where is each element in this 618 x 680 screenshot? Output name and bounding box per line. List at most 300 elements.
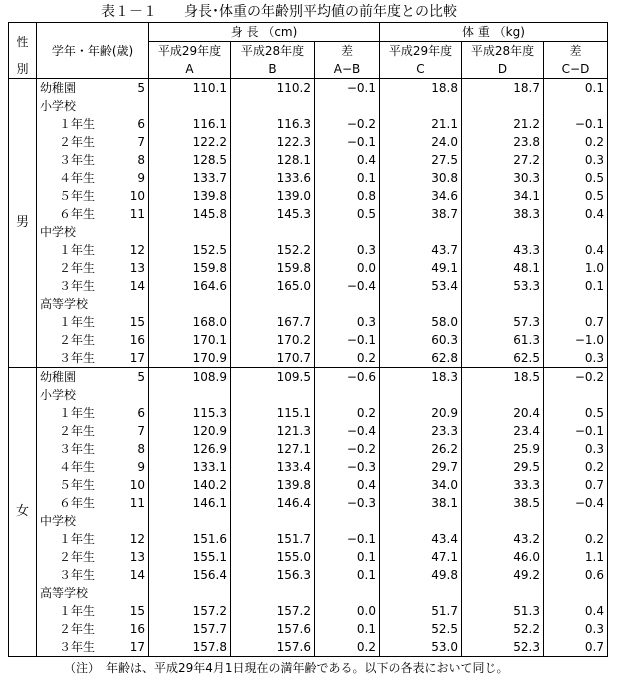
weight-header: 体 重 （kg) bbox=[380, 23, 608, 42]
weight-h29-cell: 62.8 bbox=[380, 349, 462, 368]
height-diff-cell: 0.1 bbox=[315, 566, 380, 584]
height-h29-cell: 139.8 bbox=[149, 187, 231, 205]
weight-diff-cell: 0.3 bbox=[544, 349, 608, 368]
height-h29-cell: 126.9 bbox=[149, 440, 231, 458]
weight-h29-cell: 34.0 bbox=[380, 476, 462, 494]
female-section bbox=[9, 368, 608, 657]
weight-diff-cell: 0.5 bbox=[584, 171, 604, 185]
table-row bbox=[9, 277, 608, 295]
height-h29-cell: 170.9 bbox=[149, 349, 231, 368]
school-level-label: 高等学校 bbox=[40, 586, 89, 600]
height-h28-cell: 155.0 bbox=[231, 548, 315, 566]
col-b-header: B bbox=[231, 60, 315, 79]
weight-diff-cell bbox=[544, 97, 608, 115]
height-h28-cell: 110.2 bbox=[231, 79, 315, 98]
height-h28-cell bbox=[231, 512, 315, 530]
height-h28-cell: 109.5 bbox=[231, 368, 315, 387]
height-h29-cell: 110.1 bbox=[149, 79, 231, 98]
age-cell: 10 bbox=[117, 476, 149, 494]
age-cell: 15 bbox=[117, 602, 149, 620]
school-heading-row bbox=[9, 386, 608, 404]
weight-diff-cell: 0.7 bbox=[584, 640, 604, 654]
weight-diff-cell: 0.5 bbox=[584, 406, 604, 420]
weight-h29-cell: 23.3 bbox=[380, 422, 462, 440]
school-level-label: 高等学校 bbox=[40, 297, 89, 311]
height-h29-cell: 140.2 bbox=[149, 476, 231, 494]
height-h29-cell: 159.8 bbox=[149, 259, 231, 277]
height-h29-cell bbox=[149, 223, 231, 241]
weight-h28-cell: 30.3 bbox=[462, 169, 544, 187]
height-h29-cell: 146.1 bbox=[149, 494, 231, 512]
weight-h28-cell: 52.3 bbox=[462, 638, 544, 657]
age-cell bbox=[117, 584, 149, 602]
table-row bbox=[9, 133, 608, 151]
table-row bbox=[9, 313, 608, 331]
table-row bbox=[9, 422, 608, 440]
weight-h28-cell bbox=[462, 386, 544, 404]
weight-diff-header: 差 bbox=[569, 44, 582, 58]
grade-label: ４年生 bbox=[59, 171, 96, 185]
height-h28-cell bbox=[231, 386, 315, 404]
height-h29-cell: 108.9 bbox=[149, 368, 231, 387]
weight-diff-cell: −0.4 bbox=[574, 496, 604, 510]
school-level-label: 小学校 bbox=[40, 388, 77, 402]
age-cell: 6 bbox=[117, 115, 149, 133]
height-h29-cell: 122.2 bbox=[149, 133, 231, 151]
height-diff-cell: 0.8 bbox=[315, 187, 380, 205]
weight-h28-cell bbox=[462, 584, 544, 602]
height-h29-cell: 155.1 bbox=[149, 548, 231, 566]
grade-label: ４年生 bbox=[59, 460, 96, 474]
height-h28-cell: 145.3 bbox=[231, 205, 315, 223]
weight-h29-cell: 49.8 bbox=[380, 566, 462, 584]
age-cell: 15 bbox=[117, 313, 149, 331]
height-h29-cell: 170.1 bbox=[149, 331, 231, 349]
height-diff-cell: 0.1 bbox=[315, 620, 380, 638]
height-h29-cell: 115.3 bbox=[149, 404, 231, 422]
weight-h28-cell: 61.3 bbox=[462, 331, 544, 349]
weight-h28-cell: 38.5 bbox=[462, 494, 544, 512]
weight-diff-cell bbox=[544, 295, 608, 313]
weight-diff-cell: 0.3 bbox=[584, 153, 604, 167]
weight-diff-cell: 0.1 bbox=[584, 81, 604, 95]
table-row bbox=[9, 115, 608, 133]
height-h29-cell bbox=[149, 97, 231, 115]
height-diff-cell: 0.1 bbox=[315, 169, 380, 187]
age-cell: 12 bbox=[117, 530, 149, 548]
height-h28-cell: 159.8 bbox=[231, 259, 315, 277]
table-title bbox=[0, 2, 618, 22]
weight-h28-cell bbox=[462, 97, 544, 115]
table-row bbox=[9, 331, 608, 349]
height-h28-cell bbox=[231, 584, 315, 602]
grade-label: ５年生 bbox=[59, 478, 96, 492]
height-diff-cell: 0.2 bbox=[315, 404, 380, 422]
age-cell bbox=[117, 97, 149, 115]
school-level-label: 小学校 bbox=[40, 99, 77, 113]
school-heading-row bbox=[9, 295, 608, 313]
height-diff-cell: −0.1 bbox=[315, 331, 380, 349]
height-diff-cell: −0.1 bbox=[315, 79, 380, 98]
grade-label: １年生 bbox=[59, 532, 96, 546]
weight-diff-cell bbox=[544, 512, 608, 530]
h28-header: 平成28年度 bbox=[231, 42, 315, 61]
age-cell: 7 bbox=[117, 133, 149, 151]
weight-h29-cell: 38.1 bbox=[380, 494, 462, 512]
weight-h29-cell: 43.4 bbox=[380, 530, 462, 548]
weight-h28-cell: 27.2 bbox=[462, 151, 544, 169]
table-row bbox=[9, 620, 608, 638]
weight-h28-cell: 23.8 bbox=[462, 133, 544, 151]
height-h28-cell: 152.2 bbox=[231, 241, 315, 259]
height-h29-cell: 145.8 bbox=[149, 205, 231, 223]
weight-h29-cell: 53.0 bbox=[380, 638, 462, 657]
weight-h29-cell: 34.6 bbox=[380, 187, 462, 205]
height-h28-cell bbox=[231, 295, 315, 313]
weight-h28-cell: 43.3 bbox=[462, 241, 544, 259]
weight-h29-cell bbox=[380, 584, 462, 602]
table-row bbox=[9, 494, 608, 512]
school-heading-row bbox=[9, 223, 608, 241]
col-ab-header: A−B bbox=[315, 60, 380, 79]
school-heading-row bbox=[9, 512, 608, 530]
age-cell: 17 bbox=[117, 638, 149, 657]
weight-h29-cell bbox=[380, 223, 462, 241]
height-diff-cell: −0.2 bbox=[315, 115, 380, 133]
height-h28-cell: 139.8 bbox=[231, 476, 315, 494]
weight-h28-cell: 18.7 bbox=[462, 79, 544, 98]
weight-diff-cell: 0.1 bbox=[584, 279, 604, 293]
height-h29-cell: 164.6 bbox=[149, 277, 231, 295]
school-level-label: 中学校 bbox=[40, 514, 77, 528]
grade-label: ２年生 bbox=[59, 550, 96, 564]
weight-diff-cell: 0.4 bbox=[584, 207, 604, 221]
height-h28-cell: 133.6 bbox=[231, 169, 315, 187]
grade-label: １年生 bbox=[59, 315, 96, 329]
weight-h29-cell: 21.1 bbox=[380, 115, 462, 133]
age-cell: 9 bbox=[117, 458, 149, 476]
weight-h29-cell: 18.3 bbox=[380, 368, 462, 387]
weight-h28-cell: 62.5 bbox=[462, 349, 544, 368]
weight-h28-cell: 23.4 bbox=[462, 422, 544, 440]
grade-label: ２年生 bbox=[59, 424, 96, 438]
grade-label: ３年生 bbox=[59, 442, 96, 456]
weight-h29-cell: 49.1 bbox=[380, 259, 462, 277]
weight-h28-cell: 53.3 bbox=[462, 277, 544, 295]
height-h28-cell: 146.4 bbox=[231, 494, 315, 512]
weight-h28-cell: 51.3 bbox=[462, 602, 544, 620]
weight-h29-cell: 26.2 bbox=[380, 440, 462, 458]
age-cell: 9 bbox=[117, 169, 149, 187]
age-cell: 13 bbox=[117, 548, 149, 566]
height-h29-cell bbox=[149, 584, 231, 602]
height-header: 身 長 （cm) bbox=[149, 23, 380, 42]
table-row bbox=[9, 404, 608, 422]
male-section bbox=[9, 79, 608, 368]
col-d-header: D bbox=[462, 60, 544, 79]
grade-label: １年生 bbox=[59, 243, 96, 257]
weight-diff-cell bbox=[544, 223, 608, 241]
table-caption: 身長･体重の年齢別平均値の前年度との比較 bbox=[184, 4, 457, 20]
table-row bbox=[9, 602, 608, 620]
weight-h29-cell bbox=[380, 386, 462, 404]
table-row bbox=[9, 241, 608, 259]
age-cell: 5 bbox=[117, 368, 149, 387]
height-h28-cell: 139.0 bbox=[231, 187, 315, 205]
table-row bbox=[9, 638, 608, 657]
height-h28-cell bbox=[231, 97, 315, 115]
age-cell bbox=[117, 512, 149, 530]
age-cell: 12 bbox=[117, 241, 149, 259]
sex-label: 男 bbox=[9, 79, 37, 368]
height-h28-cell: 115.1 bbox=[231, 404, 315, 422]
weight-h29-cell: 43.7 bbox=[380, 241, 462, 259]
weight-h28-cell: 21.2 bbox=[462, 115, 544, 133]
weight-h29-cell: 53.4 bbox=[380, 277, 462, 295]
header-row-1 bbox=[9, 23, 608, 42]
weight-diff-cell: −0.1 bbox=[574, 117, 604, 131]
weight-diff-cell: 0.7 bbox=[584, 478, 604, 492]
table-row bbox=[9, 530, 608, 548]
height-h28-cell: 121.3 bbox=[231, 422, 315, 440]
height-h29-cell: 157.7 bbox=[149, 620, 231, 638]
height-diff-cell: 0.2 bbox=[315, 349, 380, 368]
height-h29-cell: 156.4 bbox=[149, 566, 231, 584]
weight-h28-cell: 46.0 bbox=[462, 548, 544, 566]
height-h28-cell: 165.0 bbox=[231, 277, 315, 295]
age-cell: 14 bbox=[117, 566, 149, 584]
height-h28-cell: 157.6 bbox=[231, 638, 315, 657]
sex-header-bottom: 別 bbox=[9, 60, 37, 79]
weight-diff-cell: 0.4 bbox=[584, 604, 604, 618]
school-heading-row bbox=[9, 584, 608, 602]
height-diff-cell bbox=[315, 386, 380, 404]
table-row bbox=[9, 349, 608, 368]
weight-diff-cell: 1.0 bbox=[584, 261, 604, 275]
weight-h29-cell: 38.7 bbox=[380, 205, 462, 223]
grade-label: ３年生 bbox=[37, 349, 117, 368]
table-row bbox=[9, 187, 608, 205]
age-cell bbox=[117, 386, 149, 404]
weight-h29-cell: 47.1 bbox=[380, 548, 462, 566]
height-h28-cell: 128.1 bbox=[231, 151, 315, 169]
weight-diff-cell: −0.1 bbox=[574, 424, 604, 438]
table-row bbox=[9, 566, 608, 584]
weight-diff-cell: 0.5 bbox=[584, 189, 604, 203]
weight-diff-cell: 0.4 bbox=[584, 243, 604, 257]
weight-h29-cell: 58.0 bbox=[380, 313, 462, 331]
weight-diff-cell: −1.0 bbox=[574, 333, 604, 347]
height-h29-cell: 157.8 bbox=[149, 638, 231, 657]
height-h28-cell: 122.3 bbox=[231, 133, 315, 151]
grade-label: ５年生 bbox=[59, 189, 96, 203]
height-diff-cell bbox=[315, 295, 380, 313]
height-diff-cell bbox=[315, 97, 380, 115]
height-h28-cell: 133.4 bbox=[231, 458, 315, 476]
grade-label: ６年生 bbox=[59, 496, 96, 510]
grade-label: １年生 bbox=[59, 406, 96, 420]
height-h29-cell bbox=[149, 295, 231, 313]
height-h28-cell: 170.7 bbox=[231, 349, 315, 368]
grade-label: 幼稚園 bbox=[40, 370, 77, 384]
weight-h28-cell: 33.3 bbox=[462, 476, 544, 494]
grade-label: ２年生 bbox=[59, 622, 96, 636]
weight-h28-cell: 29.5 bbox=[462, 458, 544, 476]
weight-h28-cell: 34.1 bbox=[462, 187, 544, 205]
age-cell: 11 bbox=[117, 494, 149, 512]
weight-diff-cell bbox=[544, 584, 608, 602]
grade-label: １年生 bbox=[59, 604, 96, 618]
height-h29-cell bbox=[149, 512, 231, 530]
h29-weight-header: 平成29年度 bbox=[380, 42, 462, 61]
age-cell: 11 bbox=[117, 205, 149, 223]
height-diff-cell: 0.2 bbox=[315, 638, 380, 657]
age-cell bbox=[117, 223, 149, 241]
weight-diff-cell: 0.2 bbox=[584, 532, 604, 546]
age-cell: 17 bbox=[117, 349, 149, 368]
weight-h29-cell: 52.5 bbox=[380, 620, 462, 638]
weight-diff-cell: 1.1 bbox=[584, 550, 604, 564]
table-row bbox=[9, 458, 608, 476]
height-diff-cell: −0.4 bbox=[315, 277, 380, 295]
height-diff-cell: 0.4 bbox=[315, 151, 380, 169]
height-h28-cell: 170.2 bbox=[231, 331, 315, 349]
weight-h29-cell: 20.9 bbox=[380, 404, 462, 422]
height-h28-cell: 151.7 bbox=[231, 530, 315, 548]
school-heading-row bbox=[9, 97, 608, 115]
table-row bbox=[9, 476, 608, 494]
col-c-header: C bbox=[380, 60, 462, 79]
grade-label: ３年生 bbox=[59, 153, 96, 167]
weight-h29-cell: 18.8 bbox=[380, 79, 462, 98]
age-cell: 7 bbox=[117, 422, 149, 440]
weight-h29-cell: 60.3 bbox=[380, 331, 462, 349]
height-h28-cell: 156.3 bbox=[231, 566, 315, 584]
height-diff-cell bbox=[315, 223, 380, 241]
col-cd-header: C−D bbox=[544, 60, 608, 79]
height-diff-cell: −0.3 bbox=[315, 458, 380, 476]
age-cell: 6 bbox=[117, 404, 149, 422]
weight-diff-cell: 0.7 bbox=[584, 315, 604, 329]
height-h29-cell: 168.0 bbox=[149, 313, 231, 331]
weight-diff-cell: 0.3 bbox=[584, 442, 604, 456]
height-diff-cell: −0.3 bbox=[315, 494, 380, 512]
weight-diff-cell: 0.2 bbox=[584, 460, 604, 474]
weight-h29-cell bbox=[380, 295, 462, 313]
weight-h29-cell: 30.8 bbox=[380, 169, 462, 187]
weight-h29-cell bbox=[380, 512, 462, 530]
weight-h28-cell: 38.3 bbox=[462, 205, 544, 223]
table-row bbox=[9, 205, 608, 223]
table-row bbox=[9, 151, 608, 169]
height-h28-cell: 167.7 bbox=[231, 313, 315, 331]
weight-h29-cell: 24.0 bbox=[380, 133, 462, 151]
height-diff-header: 差 bbox=[315, 42, 380, 61]
height-diff-cell: −0.1 bbox=[315, 530, 380, 548]
grade-label: ２年生 bbox=[59, 261, 96, 275]
height-diff-cell bbox=[315, 512, 380, 530]
grade-label: 幼稚園 bbox=[40, 81, 77, 95]
weight-h28-cell: 52.2 bbox=[462, 620, 544, 638]
height-h28-cell: 116.3 bbox=[231, 115, 315, 133]
age-cell: 8 bbox=[117, 151, 149, 169]
weight-h28-cell bbox=[462, 223, 544, 241]
table-row bbox=[9, 169, 608, 187]
table-number: 表１－１ bbox=[101, 4, 157, 20]
height-diff-cell: 0.0 bbox=[315, 602, 380, 620]
height-diff-cell: 0.3 bbox=[315, 241, 380, 259]
grade-label: ２年生 bbox=[59, 135, 96, 149]
age-cell bbox=[117, 295, 149, 313]
height-h29-cell: 120.9 bbox=[149, 422, 231, 440]
age-cell: 13 bbox=[117, 259, 149, 277]
height-diff-cell: 0.3 bbox=[315, 313, 380, 331]
height-diff-cell: 0.4 bbox=[315, 476, 380, 494]
table-row bbox=[9, 259, 608, 277]
height-h28-cell: 157.2 bbox=[231, 602, 315, 620]
weight-h28-cell: 18.5 bbox=[462, 368, 544, 387]
age-cell: 16 bbox=[117, 620, 149, 638]
age-cell: 8 bbox=[117, 440, 149, 458]
age-cell: 5 bbox=[117, 79, 149, 98]
age-cell: 10 bbox=[117, 187, 149, 205]
sex-label: 女 bbox=[9, 368, 37, 657]
weight-h28-cell: 57.3 bbox=[462, 313, 544, 331]
grade-age-header: 学年・年齢(歳) bbox=[37, 23, 149, 79]
sex-header-top: 性 bbox=[9, 23, 37, 61]
grade-label: ３年生 bbox=[59, 279, 96, 293]
weight-diff-cell: 0.6 bbox=[584, 568, 604, 582]
weight-h28-cell bbox=[462, 512, 544, 530]
weight-diff-cell: 0.2 bbox=[584, 135, 604, 149]
weight-h28-cell: 49.2 bbox=[462, 566, 544, 584]
grade-label: ３年生 bbox=[59, 568, 96, 582]
height-weight-table bbox=[8, 22, 608, 657]
weight-h28-cell: 20.4 bbox=[462, 404, 544, 422]
height-h29-cell: 133.7 bbox=[149, 169, 231, 187]
height-h28-cell: 157.6 bbox=[231, 620, 315, 638]
height-diff-cell: 0.5 bbox=[315, 205, 380, 223]
height-h28-cell bbox=[231, 223, 315, 241]
weight-h29-cell: 29.7 bbox=[380, 458, 462, 476]
height-h29-cell: 116.1 bbox=[149, 115, 231, 133]
weight-h29-cell bbox=[380, 97, 462, 115]
h28-weight-header: 平成28年度 bbox=[462, 42, 544, 61]
weight-diff-cell bbox=[544, 386, 608, 404]
grade-label: ３年生 bbox=[59, 640, 96, 654]
grade-label: １年生 bbox=[59, 117, 96, 131]
table-row bbox=[9, 440, 608, 458]
height-h29-cell: 152.5 bbox=[149, 241, 231, 259]
weight-h28-cell: 43.2 bbox=[462, 530, 544, 548]
height-diff-cell: 0.0 bbox=[315, 259, 380, 277]
weight-h29-cell: 27.5 bbox=[380, 151, 462, 169]
height-h29-cell: 128.5 bbox=[149, 151, 231, 169]
weight-diff-cell: 0.3 bbox=[584, 622, 604, 636]
height-diff-cell bbox=[315, 584, 380, 602]
height-diff-cell: −0.6 bbox=[315, 368, 380, 387]
age-cell: 14 bbox=[117, 277, 149, 295]
weight-h28-cell: 48.1 bbox=[462, 259, 544, 277]
height-diff-cell: −0.1 bbox=[315, 133, 380, 151]
height-diff-cell: 0.1 bbox=[315, 548, 380, 566]
height-h29-cell: 133.1 bbox=[149, 458, 231, 476]
height-h28-cell: 127.1 bbox=[231, 440, 315, 458]
weight-diff-cell: −0.2 bbox=[574, 370, 604, 384]
footnote: （注） 年齢は、平成29年4月1日現在の満年齢である。以下の各表において同じ。 bbox=[64, 661, 509, 675]
weight-h29-cell: 51.7 bbox=[380, 602, 462, 620]
school-level-label: 中学校 bbox=[40, 225, 77, 239]
